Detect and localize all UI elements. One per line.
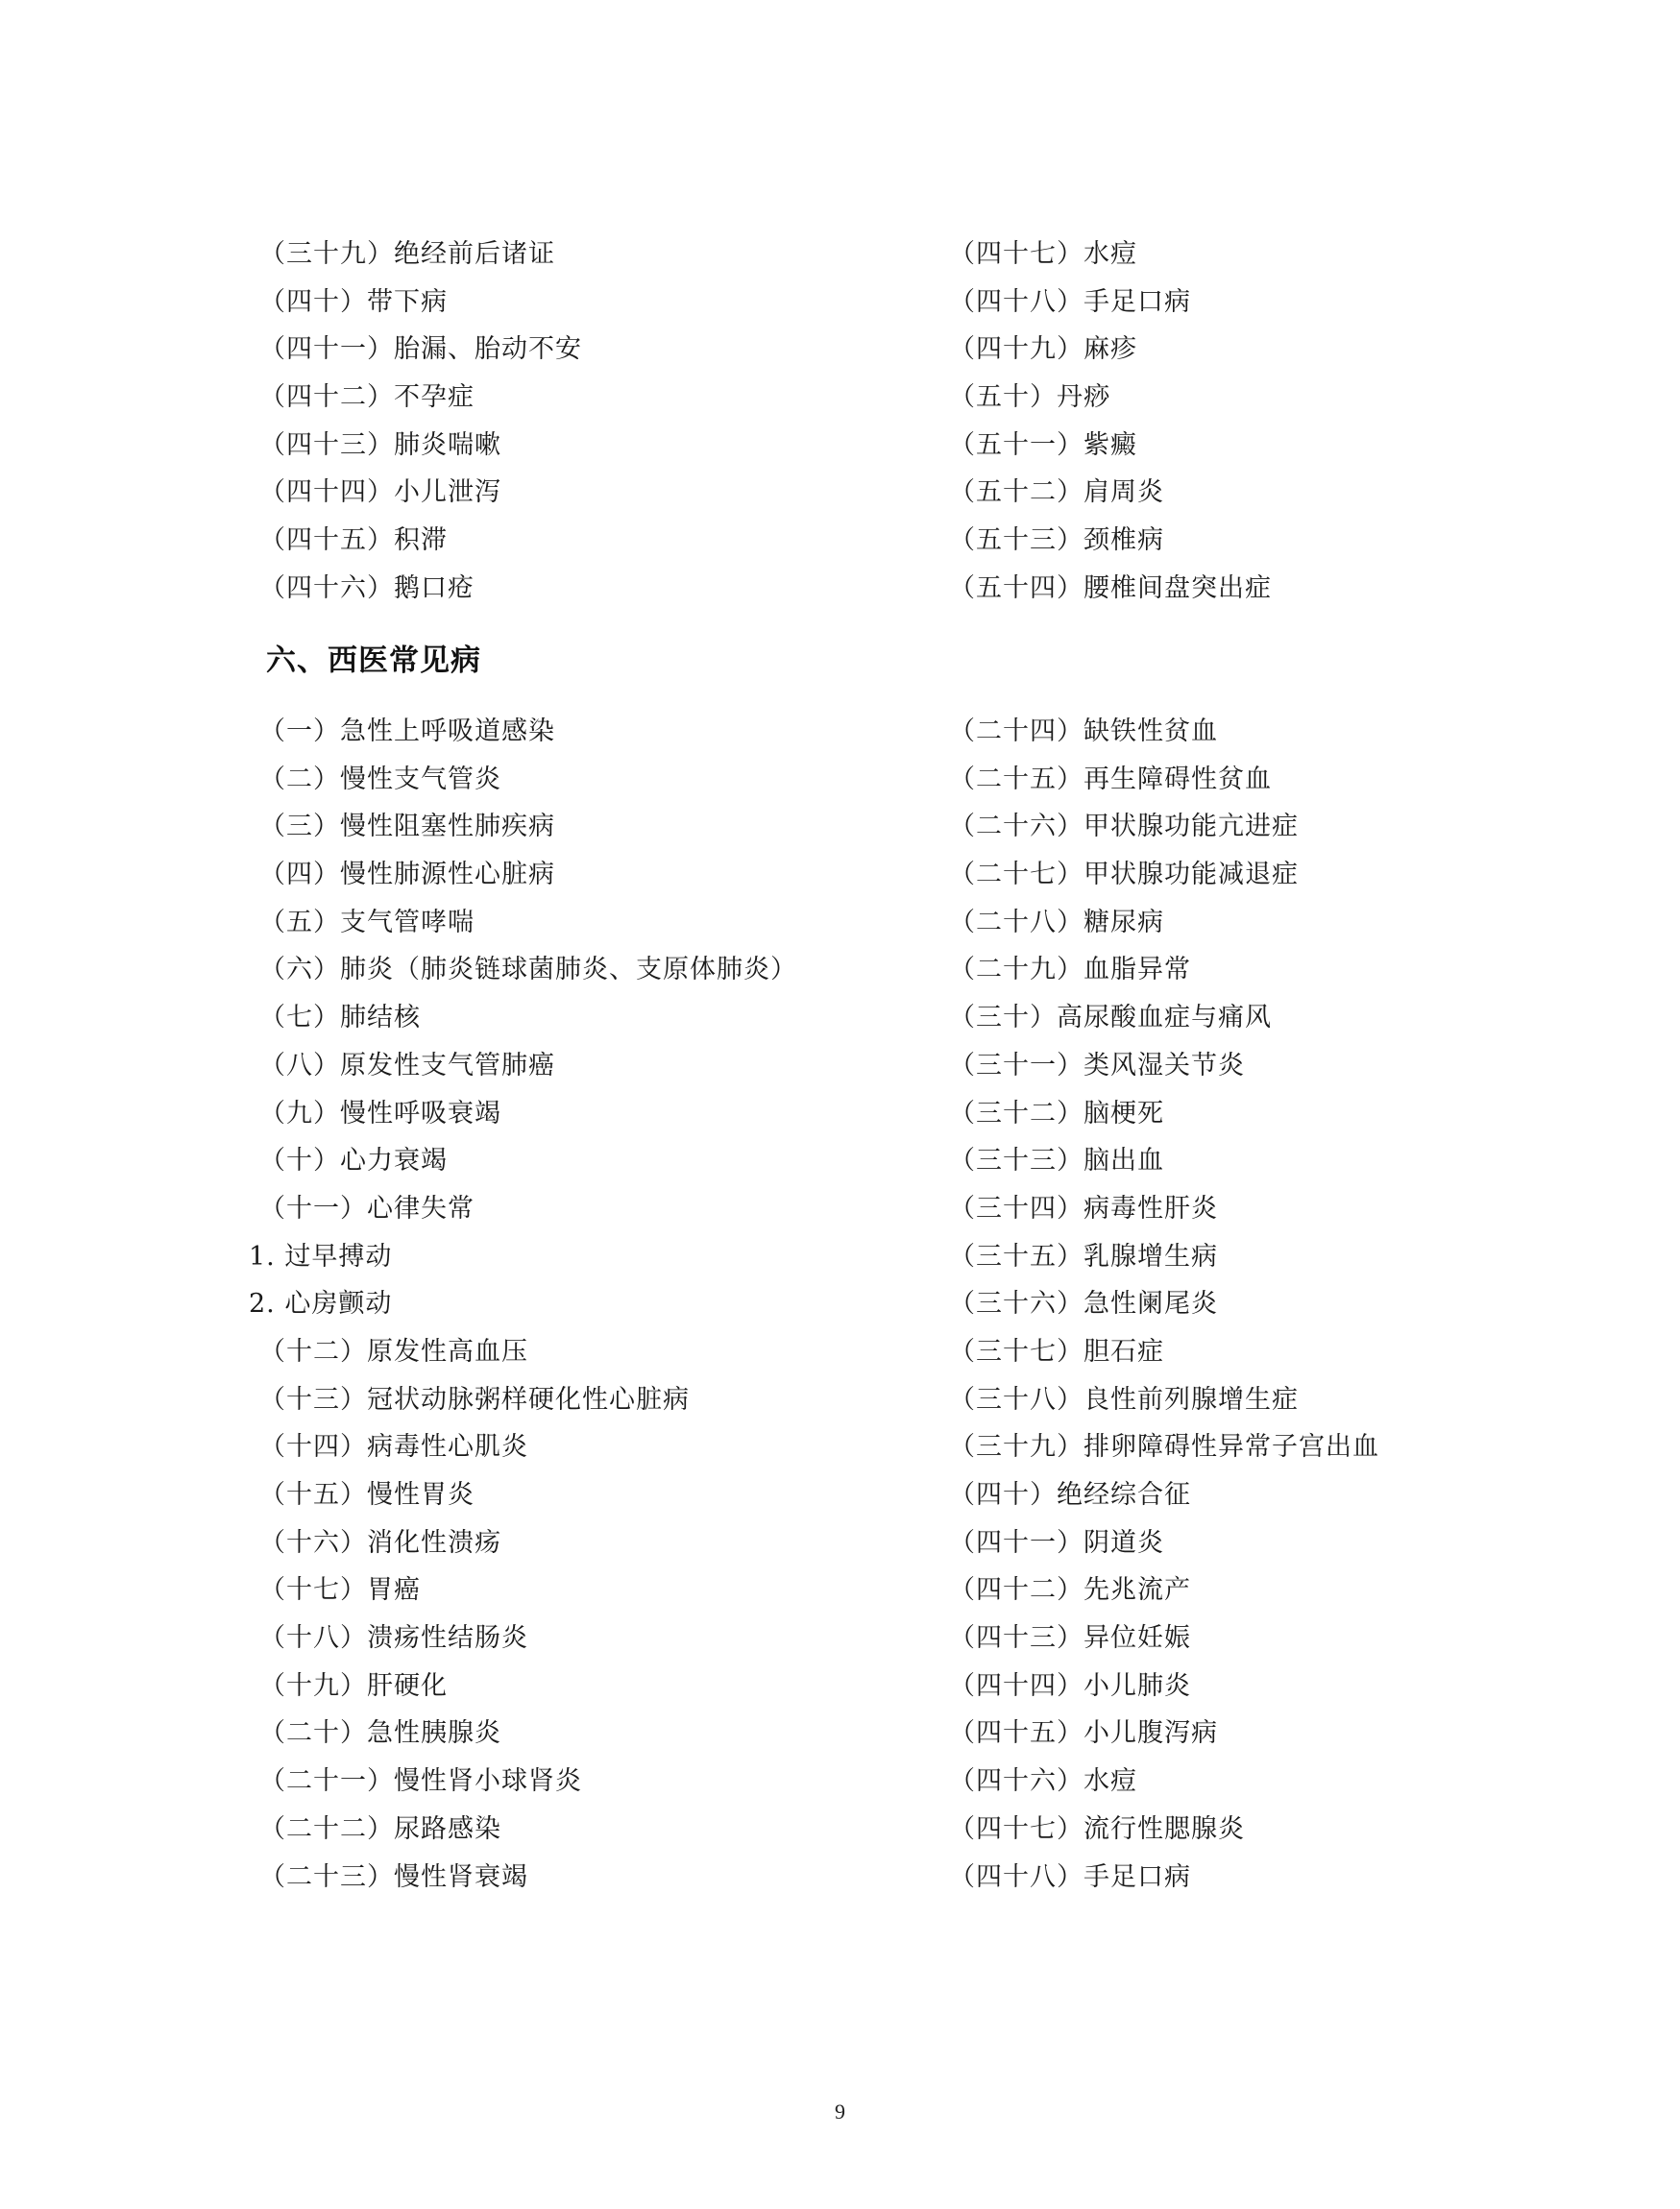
sub-list-item: 2. 心房颤动 xyxy=(249,1289,393,1320)
list-item: （十九）肝硬化 xyxy=(259,1670,448,1701)
list-item: （五十四）腰椎间盘突出症 xyxy=(949,572,1272,603)
list-item: （十八）溃疡性结肠炎 xyxy=(259,1623,528,1654)
list-item: （三十九）排卵障碍性异常子宫出血 xyxy=(949,1432,1379,1463)
list-item: （四十五）积滞 xyxy=(259,525,448,556)
list-item: （三十九）绝经前后诸证 xyxy=(259,239,555,269)
list-item: （四十六）鹅口疮 xyxy=(259,572,475,603)
list-item: （九）慢性呼吸衰竭 xyxy=(259,1098,501,1129)
list-item: （十二）原发性高血压 xyxy=(259,1336,528,1367)
list-item: （二十六）甲状腺功能亢进症 xyxy=(949,812,1299,842)
list-item: （四十七）流行性腮腺炎 xyxy=(949,1813,1245,1844)
list-item: （二十）急性胰腺炎 xyxy=(259,1718,501,1749)
list-item: （三十五）乳腺增生病 xyxy=(949,1241,1218,1272)
list-item: （十）心力衰竭 xyxy=(259,1146,448,1177)
list-item: （一）急性上呼吸道感染 xyxy=(259,716,555,746)
list-item: （七）肺结核 xyxy=(259,1003,421,1033)
sub-list-item: 1. 过早搏动 xyxy=(249,1241,393,1272)
list-item: （四十九）麻疹 xyxy=(949,334,1137,365)
list-item: （三十二）脑梗死 xyxy=(949,1098,1164,1129)
tcm-disease-list-left xyxy=(259,231,582,613)
list-item: （五十二）肩周炎 xyxy=(949,477,1164,508)
list-item: （二十七）甲状腺功能减退症 xyxy=(949,860,1299,890)
list-item: （二十五）再生障碍性贫血 xyxy=(949,764,1272,794)
list-item: （二十四）缺铁性贫血 xyxy=(949,716,1218,746)
tcm-disease-list-right xyxy=(949,231,1272,613)
list-item: （四十八）手足口病 xyxy=(949,1861,1191,1892)
list-item: （三十八）良性前列腺增生症 xyxy=(949,1384,1299,1415)
section-heading: 六、西医常见病 xyxy=(266,643,481,678)
list-item: （四十）带下病 xyxy=(259,286,448,317)
list-item: （三十三）脑出血 xyxy=(949,1146,1164,1177)
list-item: （四十八）手足口病 xyxy=(949,286,1191,317)
list-item: （四十三）肺炎喘嗽 xyxy=(259,429,501,460)
list-item: （二）慢性支气管炎 xyxy=(259,764,501,794)
list-item: （十三）冠状动脉粥样硬化性心脏病 xyxy=(259,1384,690,1415)
list-item: （六）肺炎（肺炎链球菌肺炎、支原体肺炎） xyxy=(259,955,797,985)
list-item: （四十一）阴道炎 xyxy=(949,1527,1164,1558)
list-item: （十五）慢性胃炎 xyxy=(259,1480,475,1510)
western-disease-list-right xyxy=(949,708,1379,1901)
list-item: （四十四）小儿肺炎 xyxy=(949,1670,1191,1701)
list-item: （四十五）小儿腹泻病 xyxy=(949,1718,1218,1749)
list-item: （四十二）先兆流产 xyxy=(949,1575,1191,1606)
list-item: （四十二）不孕症 xyxy=(259,382,475,413)
list-item: （三十七）胆石症 xyxy=(949,1336,1164,1367)
list-item: （十七）胃癌 xyxy=(259,1575,421,1606)
list-item: （二十二）尿路感染 xyxy=(259,1813,501,1844)
list-item: （五）支气管哮喘 xyxy=(259,907,475,937)
list-item: （八）原发性支气管肺癌 xyxy=(259,1050,555,1080)
list-item: （二十一）慢性肾小球肾炎 xyxy=(259,1766,582,1797)
page-number: 9 xyxy=(835,2100,845,2124)
list-item: （四）慢性肺源性心脏病 xyxy=(259,860,555,890)
list-item: （三十六）急性阑尾炎 xyxy=(949,1289,1218,1320)
list-item: （四十）绝经综合征 xyxy=(949,1480,1191,1510)
list-item: （二十九）血脂异常 xyxy=(949,955,1191,985)
list-item: （三十四）病毒性肝炎 xyxy=(949,1193,1218,1224)
list-item: （五十三）颈椎病 xyxy=(949,525,1164,556)
list-item: （四十七）水痘 xyxy=(949,239,1137,269)
list-item: （四十一）胎漏、胎动不安 xyxy=(259,334,582,365)
list-item: （五十一）紫癜 xyxy=(949,429,1137,460)
list-item: （五十）丹痧 xyxy=(949,382,1110,413)
list-item: （十六）消化性溃疡 xyxy=(259,1527,501,1558)
list-item: （四十三）异位妊娠 xyxy=(949,1623,1191,1654)
list-item: （三十一）类风湿关节炎 xyxy=(949,1050,1245,1080)
list-item: （二十八）糖尿病 xyxy=(949,907,1164,937)
list-item: （二十三）慢性肾衰竭 xyxy=(259,1861,528,1892)
list-item: （四十六）水痘 xyxy=(949,1766,1137,1797)
list-item: （十一）心律失常 xyxy=(259,1193,475,1224)
western-disease-list-left xyxy=(249,708,797,1901)
list-item: （三十）高尿酸血症与痛风 xyxy=(949,1003,1272,1033)
list-item: （四十四）小儿泄泻 xyxy=(259,477,501,508)
list-item: （十四）病毒性心肌炎 xyxy=(259,1432,528,1463)
list-item: （三）慢性阻塞性肺疾病 xyxy=(259,812,555,842)
